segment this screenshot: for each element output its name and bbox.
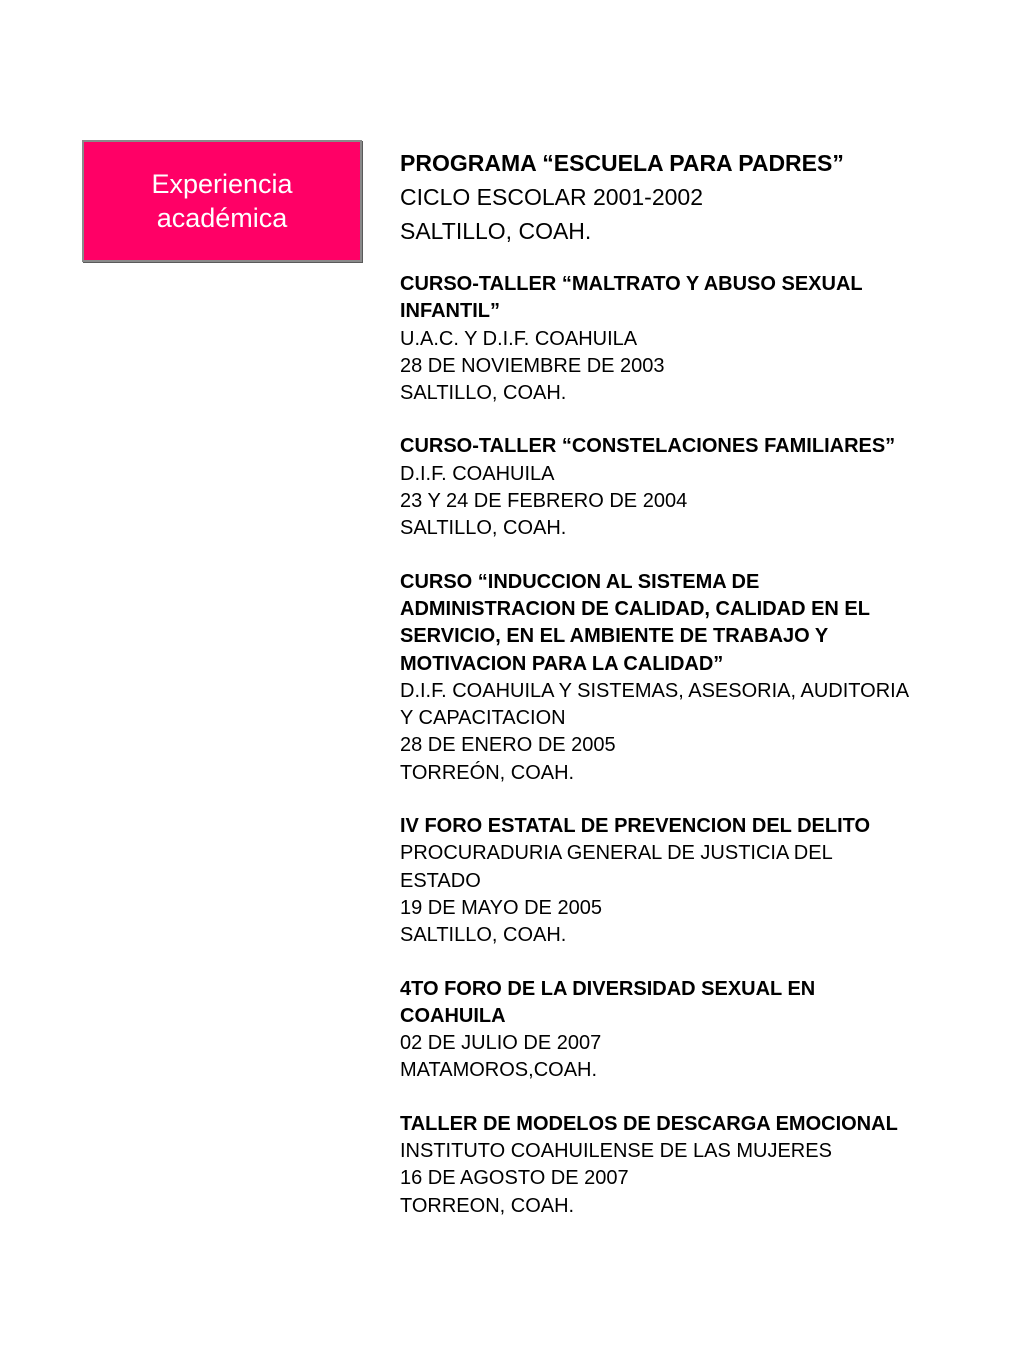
entry-spacer [400, 950, 1000, 976]
entry-detail: 23 Y 24 DE FEBRERO DE 2004 [400, 490, 688, 513]
entry-constelaciones [400, 433, 1000, 542]
entry-title: 4TO FORO DE LA DIVERSIDAD SEXUAL EN [400, 977, 816, 1000]
entry-spacer [400, 787, 1000, 813]
entry-spacer [400, 1085, 1000, 1111]
entry-detail: SALTILLO, COAH. [400, 218, 592, 244]
entry-spacer [400, 407, 1000, 433]
section-label [82, 140, 362, 262]
entry-detail: U.A.C. Y D.I.F. COAHUILA [400, 327, 638, 350]
entry-detail: SALTILLO, COAH. [400, 382, 567, 405]
entry-title: SERVICIO, EN EL AMBIENTE DE TRABAJO Y [400, 625, 829, 648]
entry-descarga-emocional [400, 1111, 1000, 1220]
entry-title: INFANTIL” [400, 300, 500, 323]
entry-spacer [400, 543, 1000, 569]
entry-title: TALLER DE MODELOS DE DESCARGA EMOCIONAL [400, 1112, 898, 1135]
entry-detail: 16 DE AGOSTO DE 2007 [400, 1167, 629, 1190]
entry-detail: 19 DE MAYO DE 2005 [400, 896, 602, 919]
entry-detail: Y CAPACITACION [400, 707, 566, 730]
entry-foro-prevencion [400, 813, 1000, 949]
entry-escuela-para-padres [400, 146, 1000, 248]
entry-detail: CICLO ESCOLAR 2001-2002 [400, 184, 703, 210]
entry-induccion-calidad [400, 569, 1000, 787]
entry-detail: D.I.F. COAHUILA [400, 462, 555, 485]
entry-maltrato-abuso [400, 271, 1000, 407]
entry-detail: 28 DE NOVIEMBRE DE 2003 [400, 354, 665, 377]
entry-title: CURSO “INDUCCION AL SISTEMA DE [400, 570, 760, 593]
section-label-line-2: académica [156, 203, 288, 233]
entry-detail: D.I.F. COAHUILA Y SISTEMAS, ASESORIA, AUDITORIA [400, 679, 910, 702]
entry-title: PROGRAMA “ESCUELA PARA PADRES” [400, 150, 844, 176]
entry-title: IV FORO ESTATAL DE PREVENCION DEL DELITO [400, 815, 871, 838]
entry-detail: ESTADO [400, 869, 481, 892]
entry-title: COAHUILA [400, 1004, 506, 1027]
section-label-text [122, 167, 322, 235]
entry-spacer [400, 248, 1000, 271]
section-label-line-1: Experiencia [151, 169, 293, 199]
entry-title: CURSO-TALLER “MALTRATO Y ABUSO SEXUAL [400, 273, 863, 295]
entry-title: MOTIVACION PARA LA CALIDAD” [400, 652, 724, 675]
entry-detail: 28 DE ENERO DE 2005 [400, 734, 616, 757]
entry-title: ADMINISTRACION DE CALIDAD, CALIDAD EN EL [400, 597, 870, 620]
entry-detail: INSTITUTO COAHUILENSE DE LAS MUJERES [400, 1140, 832, 1163]
entry-detail: SALTILLO, COAH. [400, 924, 567, 947]
entry-detail: TORREON, COAH. [400, 1194, 575, 1217]
entry-detail: SALTILLO, COAH. [400, 517, 567, 540]
entry-detail: PROCURADURIA GENERAL DE JUSTICIA DEL [400, 842, 833, 865]
experience-list [400, 146, 1000, 1220]
entry-detail: TORREÓN, COAH. [400, 761, 575, 784]
entry-title: CURSO-TALLER “CONSTELACIONES FAMILIARES” [400, 435, 896, 458]
entry-detail: MATAMOROS,COAH. [400, 1059, 598, 1082]
entry-foro-diversidad [400, 976, 1000, 1085]
entry-detail: 02 DE JULIO DE 2007 [400, 1032, 602, 1055]
